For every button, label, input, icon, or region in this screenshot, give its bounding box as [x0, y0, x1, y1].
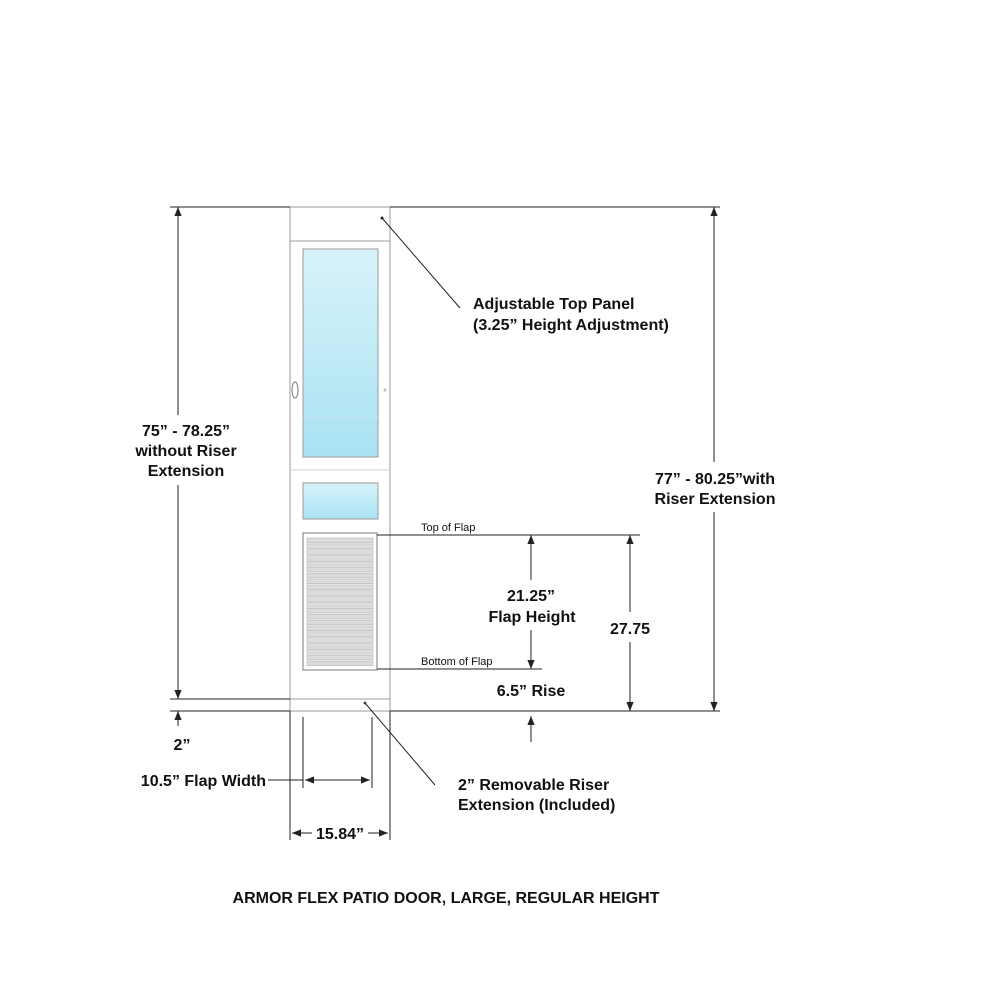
door-handle-icon	[292, 382, 298, 398]
height-without-riser-line2: without Riser	[135, 443, 237, 460]
louver-slat	[307, 632, 373, 637]
rise-label: 6.5” Rise	[496, 683, 566, 700]
flap-height-text: Flap Height	[488, 609, 576, 626]
louver-slat	[307, 567, 373, 572]
diagram-caption: ARMOR FLEX PATIO DOOR, LARGE, REGULAR HEIGHT	[232, 890, 660, 907]
door-latch-icon	[384, 389, 387, 392]
floor-to-flap-top-value: 27.75	[609, 621, 651, 638]
louver-slat	[307, 620, 373, 625]
louver-slat	[307, 661, 373, 666]
height-without-riser-line1: 75” - 78.25”	[141, 423, 231, 440]
patio-door	[290, 207, 390, 711]
top-of-flap-label: Top of Flap	[421, 522, 476, 534]
louver-slat	[307, 579, 373, 584]
louver-slat	[307, 538, 373, 543]
louver-slat	[307, 649, 373, 654]
riser-label-line1: 2” Removable Riser	[458, 777, 610, 794]
louver-slat	[307, 608, 373, 613]
riser-height-dimension	[170, 711, 290, 754]
top-panel-label-line2: (3.25” Height Adjustment)	[473, 317, 669, 334]
door-width-dimension	[290, 711, 390, 843]
flap-height-value: 21.25”	[506, 588, 556, 605]
bottom-of-flap-label: Bottom of Flap	[421, 656, 493, 668]
louver-slat	[307, 585, 373, 590]
top-panel-callout	[381, 217, 669, 335]
louver-slat	[307, 573, 373, 578]
louver-slat	[307, 556, 373, 561]
louver-slat	[307, 603, 373, 608]
louver-slat	[307, 614, 373, 619]
riser-height-label: 2”	[173, 737, 191, 754]
top-panel-label-line1: Adjustable Top Panel	[473, 296, 635, 313]
upper-glass-panel	[303, 249, 378, 457]
louver-slat	[307, 550, 373, 555]
flap-height-dimension	[377, 522, 640, 669]
height-with-riser-line2: Riser Extension	[654, 491, 776, 508]
rise-dimension	[497, 683, 566, 742]
louver-slat	[307, 544, 373, 549]
louver-slat	[307, 638, 373, 643]
height-with-riser-dimension	[390, 207, 775, 711]
door-width-label: 15.84”	[315, 826, 365, 843]
louver-slat	[307, 591, 373, 596]
flap-width-label: 10.5” Flap Width	[140, 773, 266, 790]
lower-glass-panel	[303, 483, 378, 519]
louver-slat	[307, 655, 373, 660]
height-without-riser-dimension	[134, 207, 290, 699]
height-with-riser-line1: 77” - 80.25”with	[654, 471, 776, 488]
louver-slat	[307, 626, 373, 631]
louver-slat	[307, 597, 373, 602]
louver-slat	[307, 561, 373, 566]
height-without-riser-line3: Extension	[147, 463, 225, 480]
louver-slat	[307, 644, 373, 649]
riser-callout	[365, 703, 615, 814]
floor-to-flap-top-dimension	[610, 535, 650, 711]
riser-label-line2: Extension (Included)	[458, 797, 616, 814]
